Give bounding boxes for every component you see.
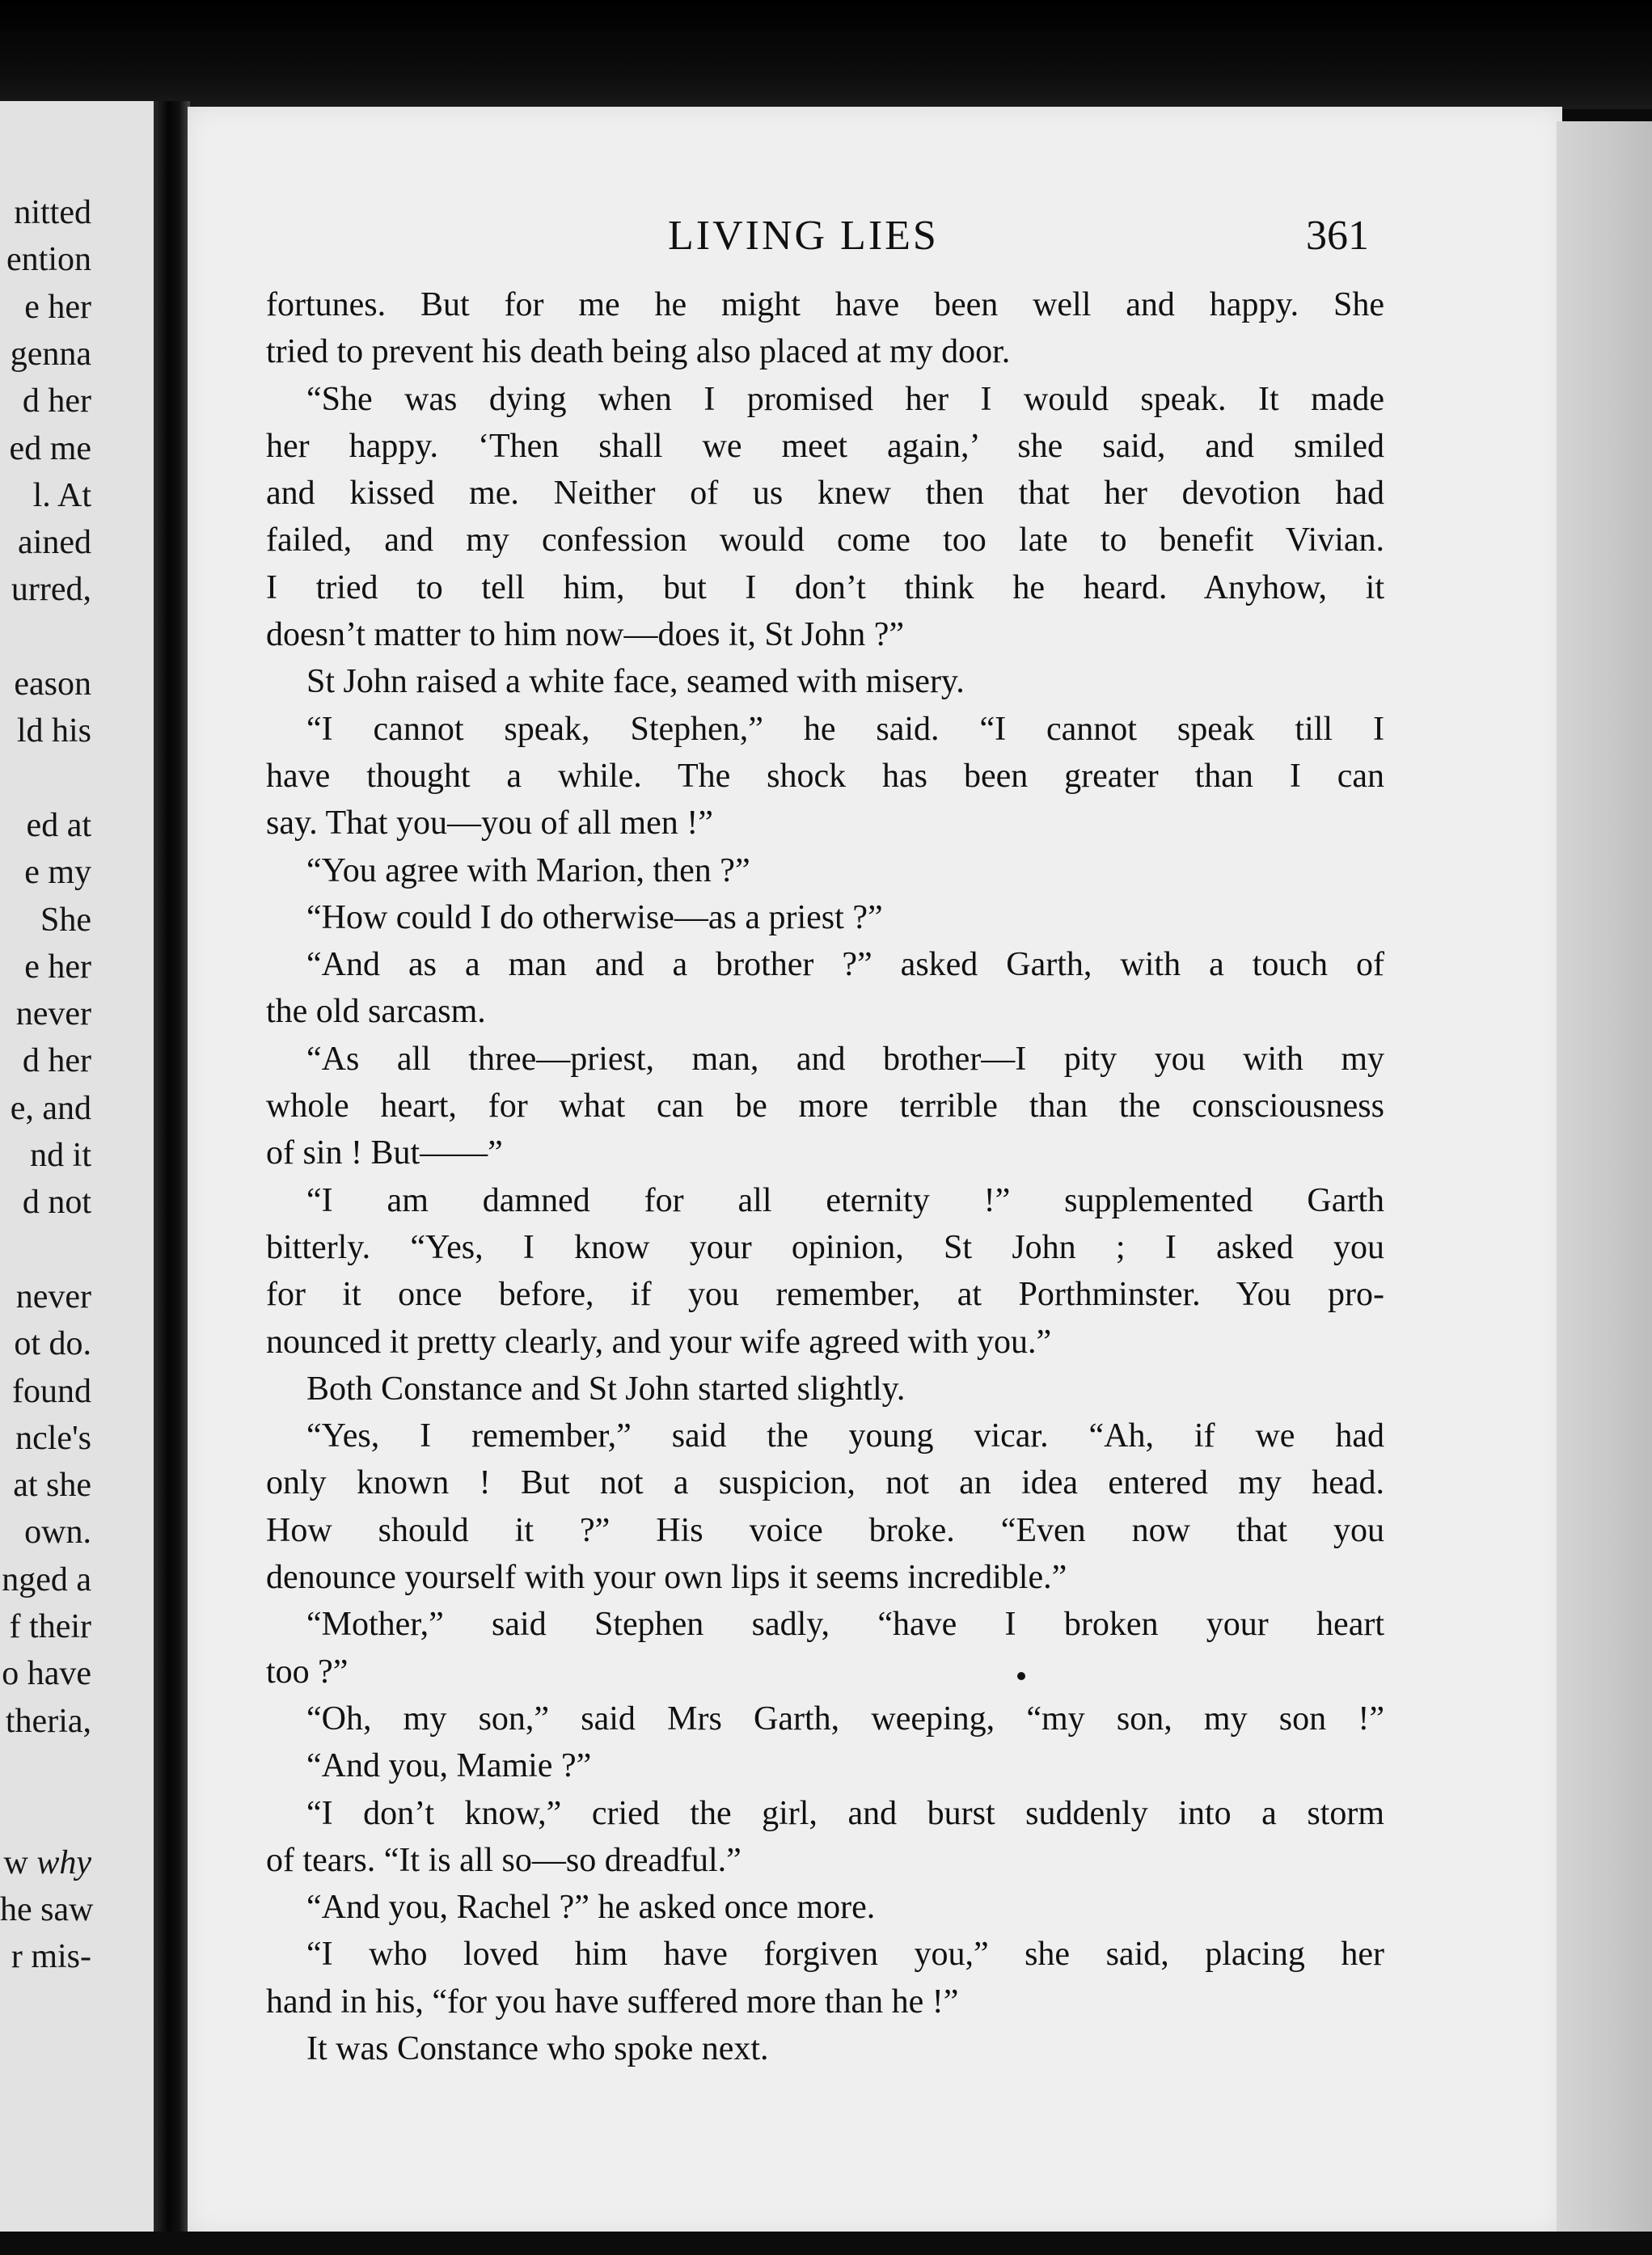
facing-page-line: e my [24, 854, 91, 892]
facing-page-line: he saw [0, 1890, 94, 1928]
running-title: LIVING LIES [668, 213, 939, 259]
text-line: tried to prevent his death being also placed at my door. [266, 333, 1011, 371]
text-line: “I don’t know,” cried the girl, and burst suddenly into a storm [306, 1794, 1384, 1832]
facing-page-line: w why [3, 1843, 91, 1881]
facing-page-line: r mis- [11, 1938, 91, 1976]
scan-bottom-border [0, 2232, 1652, 2255]
facing-page-fragment [0, 101, 158, 2236]
facing-page-line: ld his [16, 712, 91, 750]
facing-page-line: ed at [26, 806, 91, 844]
facing-page-line: l. At [32, 476, 91, 514]
text-line: “Mother,” said Stephen sadly, “have I broken your heart [306, 1606, 1384, 1644]
text-line: “I cannot speak, Stephen,” he said. “I cannot speak till I [306, 710, 1384, 748]
facing-page-line: never [15, 995, 91, 1033]
text-line: bitterly. “Yes, I know your opinion, St John ; I asked you [266, 1228, 1384, 1266]
text-line: How should it ?” His voice broke. “Even now that you [266, 1511, 1384, 1549]
text-line: “I who loved him have forgiven you,” she said, placing her [306, 1936, 1384, 1974]
text-line: “How could I do otherwise—as a priest ?” [306, 898, 883, 936]
book-gutter [154, 101, 190, 2236]
text-line: her happy. ‘Then shall we meet again,’ she said, and smiled [266, 427, 1384, 465]
facing-page-line: never [15, 1277, 91, 1315]
facing-page-line: theria, [5, 1702, 91, 1740]
scan-top-border [0, 0, 1652, 109]
text-line: nounced it pretty clearly, and your wife agreed with you.” [266, 1323, 1052, 1361]
text-line: I tried to tell him, but I don’t think he heard. Anyhow, it [266, 568, 1384, 606]
facing-page-line: e, and [10, 1089, 91, 1127]
text-line: failed, and my confession would come too late to benefit Vivian. [266, 522, 1384, 560]
text-line: “She was dying when I promised her I would speak. It made [306, 380, 1384, 418]
facing-page-line: d her [22, 382, 91, 420]
facing-page-line: nd it [30, 1137, 91, 1174]
text-line: denounce yourself with your own lips it seems incredible.” [266, 1559, 1067, 1597]
facing-page-line: f their [9, 1608, 91, 1645]
page-header [0, 212, 1652, 260]
facing-page-line: She [40, 901, 91, 939]
text-line: “Oh, my son,” said Mrs Garth, weeping, “my son, my son !” [306, 1700, 1384, 1738]
facing-page-line: e her [24, 948, 91, 986]
print-speck [1017, 1672, 1025, 1680]
facing-page-line: o have [2, 1655, 91, 1693]
text-line: “As all three—priest, man, and brother—I pity you with my [306, 1040, 1384, 1078]
text-line: It was Constance who spoke next. [306, 2029, 769, 2067]
page-edge [1557, 121, 1652, 2240]
facing-page-line: nged a [2, 1560, 91, 1598]
facing-page-line: ention [6, 241, 91, 279]
text-line: “You agree with Marion, then ?” [306, 851, 750, 889]
facing-page-line: ot do. [14, 1325, 91, 1363]
text-line: St John raised a white face, seamed with misery. [306, 663, 965, 701]
page-number: 361 [1306, 213, 1369, 259]
facing-page-line: e her [24, 288, 91, 326]
body-text [266, 281, 1384, 2072]
text-line: “I am damned for all eternity !” supplemented Garth [306, 1181, 1384, 1219]
text-line: hand in his, “for you have suffered more than he !” [266, 1983, 959, 2021]
text-line: Both Constance and St John started slightly. [306, 1370, 906, 1408]
text-line: of tears. “It is all so—so dreadful.” [266, 1841, 741, 1879]
text-line: for it once before, if you remember, at Porthminster. You pro- [266, 1276, 1384, 1314]
text-line: only known ! But not a suspicion, not an idea entered my head. [266, 1464, 1384, 1502]
text-line: whole heart, for what can be more terrible than the consciousness [266, 1087, 1384, 1125]
facing-page-line: own. [24, 1514, 91, 1552]
text-line: have thought a while. The shock has been greater than I can [266, 757, 1384, 795]
facing-page-line: found [12, 1372, 91, 1410]
text-line: and kissed me. Neither of us knew then that her devotion had [266, 475, 1384, 513]
facing-page-line: urred, [11, 571, 91, 609]
text-line: “And you, Rachel ?” he asked once more. [306, 1889, 876, 1927]
text-line: doesn’t matter to him now—does it, St John ?” [266, 616, 904, 654]
facing-page-line: eason [14, 665, 91, 703]
facing-page-line: ncle's [15, 1419, 91, 1457]
text-line: the old sarcasm. [266, 993, 486, 1031]
facing-page-line: ed me [9, 429, 91, 467]
facing-page-line: ained [18, 524, 91, 562]
text-line: say. That you—you of all men !” [266, 804, 713, 842]
facing-page-line: d her [22, 1042, 91, 1080]
facing-page-line: d not [22, 1184, 91, 1222]
text-line: too ?” [266, 1653, 349, 1691]
facing-page-line: genna [10, 335, 91, 373]
text-line: “And you, Mamie ?” [306, 1747, 592, 1785]
facing-page-line: at she [13, 1467, 91, 1505]
facing-page-line: nitted [14, 194, 91, 231]
text-line: “And as a man and a brother ?” asked Garth, with a touch of [306, 946, 1384, 984]
text-line: “Yes, I remember,” said the young vicar. “Ah, if we had [306, 1417, 1384, 1455]
text-line: fortunes. But for me he might have been well and happy. She [266, 286, 1384, 323]
text-line: of sin ! But——” [266, 1134, 503, 1172]
